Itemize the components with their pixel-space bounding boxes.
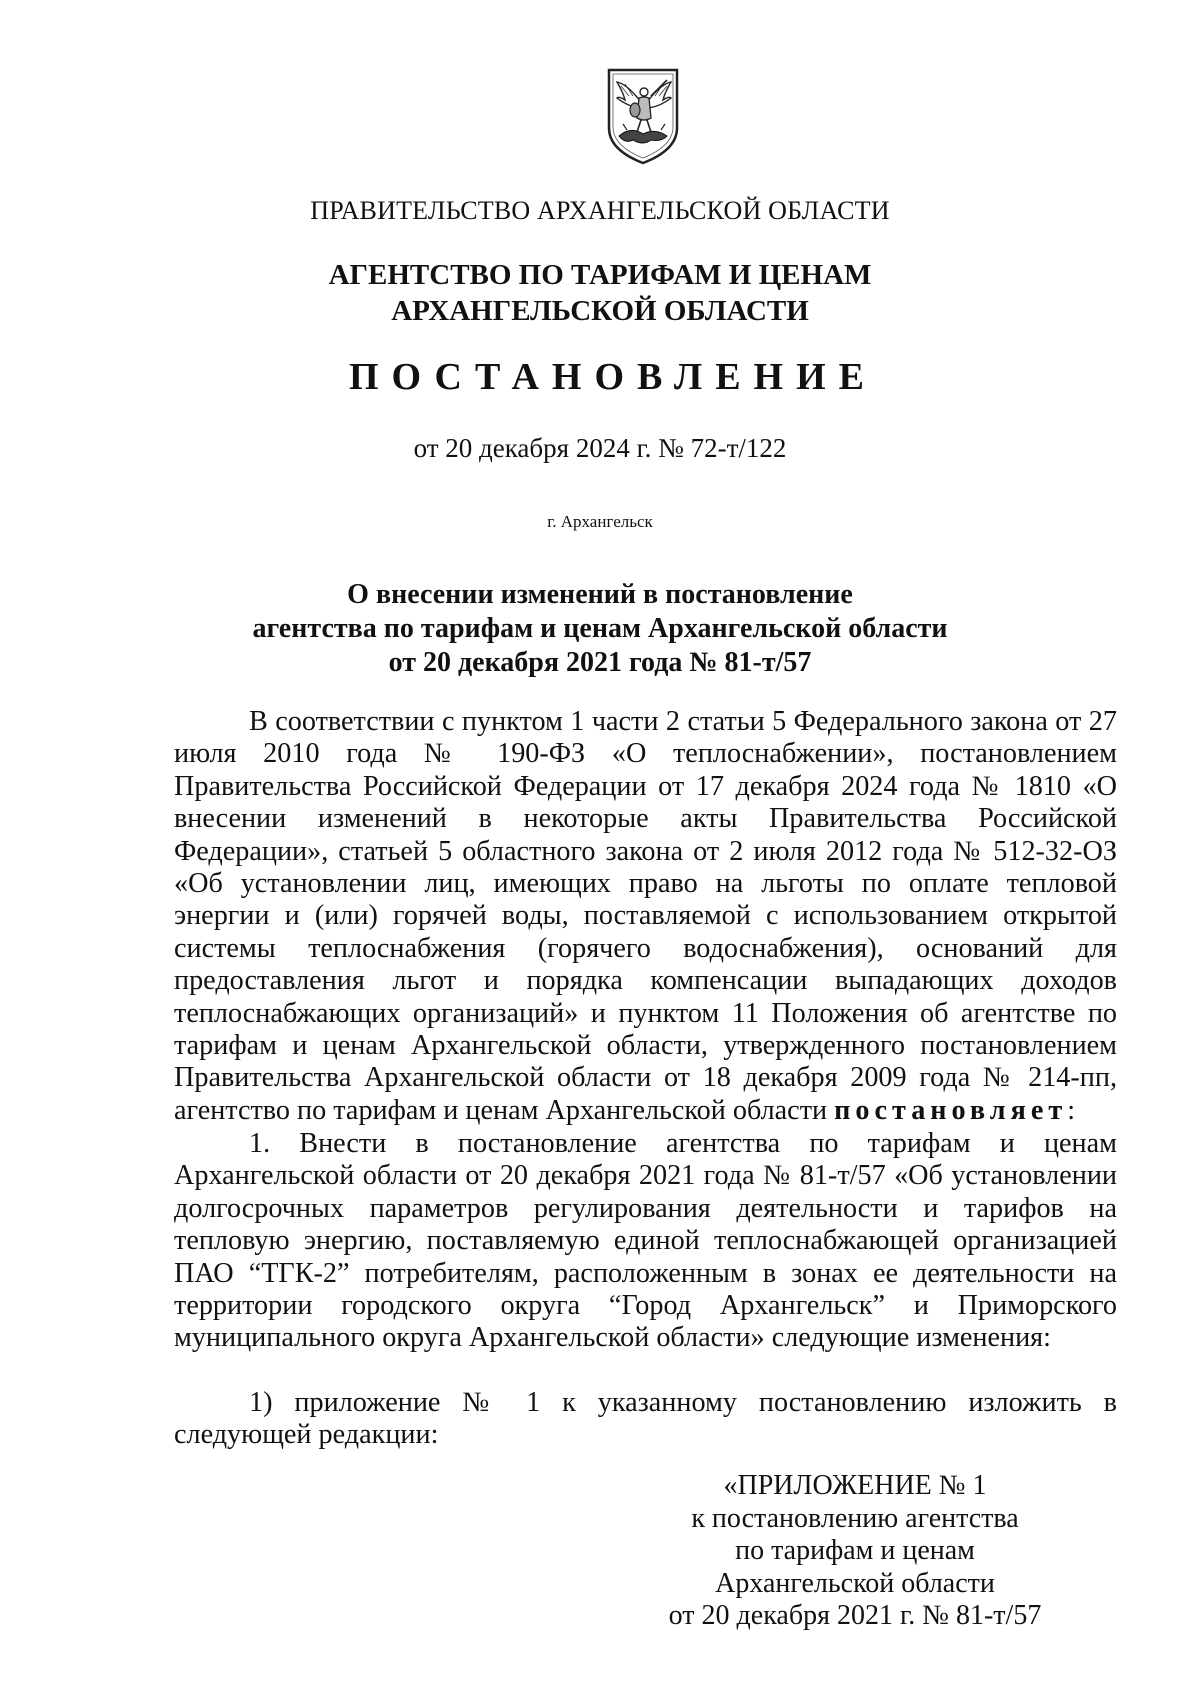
appendix-line2: к постановлению агентства (691, 1502, 1019, 1534)
preamble-text: В соответствии с пунктом 1 части 2 статьи 5 Федерального закона от 27 июля 2010 года № 190-ФЗ «О теплоснабжении», постановлением Правительства Российской Федерации от 17 декабря 2024 года № 1810 «О внесении изменений в некоторые акты Правительства Российской Федерации», статьей 5 областного закона от 2 июля 2012 года № 512-32-ОЗ «Об установлении лиц, имеющих право на льготы по оплате тепловой энергии и (или) горячей воды, поставляемой с использованием открытой системы теплоснабжения (горячего водоснабжения), оснований для предоставления льгот и порядка компенсации выпадающих доходов теплоснабжающих организаций» и пунктом 11 Положения об агентстве по тарифам и ценам Архангельской области, утвержденного постановлением Правительства Архангельской области от 18 декабря 2009 года № 214-пп, агентство по тарифам и ценам Архангельской области (174, 706, 1117, 1126)
clause-1-text: 1. Внести в постановление агентства по тарифам и ценам Архангельской области от 20 декабря 2021 года № 81-т/57 «Об установлении долгосрочных параметров регулирования деятельности и тарифов на тепловую энергию, поставляемую единой теплоснабжающей организацией ПАО “ТГК-2” потребителям, расположенным в зонах ее деятельности на территории городского округа “Город Архангельск” и Приморского муниципального округа Архангельской области» следующие изменения: (174, 1128, 1117, 1354)
appendix-line4: Архангельской области (715, 1567, 995, 1599)
clause-1-paragraph (174, 1128, 1117, 1355)
title-line2: агентства по тарифам и ценам Архангельской области (252, 613, 948, 644)
document-date-number: от 20 декабря 2024 г. № 72-т/122 (413, 433, 787, 463)
agency-name-line2: АРХАНГЕЛЬСКОЙ ОБЛАСТИ (391, 295, 809, 327)
title-line3: от 20 декабря 2021 года № 81-т/57 (388, 647, 812, 678)
preamble-paragraph (174, 706, 1117, 1127)
title-line1: О внесении изменений в постановление (347, 579, 853, 610)
resolves-word: постановляет (834, 1094, 1068, 1126)
agency-name-line1: АГЕНТСТВО ПО ТАРИФАМ И ЦЕНАМ (328, 259, 872, 291)
subclause-1-text: 1) приложение № 1 к указанному постановлению изложить в следующей редакции: (174, 1387, 1117, 1451)
document-title (0, 578, 1200, 680)
document-type: ПОСТАНОВЛЕНИЕ (348, 356, 878, 398)
subclause-1-paragraph (174, 1387, 1117, 1452)
preamble-colon: : (1067, 1094, 1076, 1126)
coat-of-arms-icon (605, 66, 681, 166)
appendix-heading (650, 1470, 1060, 1633)
agency-name (0, 257, 1200, 329)
appendix-line5: от 20 декабря 2021 г. № 81-т/57 (668, 1600, 1042, 1631)
document-city: г. Архангельск (547, 512, 653, 531)
government-name: ПРАВИТЕЛЬСТВО АРХАНГЕЛЬСКОЙ ОБЛАСТИ (310, 196, 890, 225)
appendix-line3: по тарифам и ценам (735, 1535, 975, 1566)
appendix-line1: «ПРИЛОЖЕНИЕ № 1 (723, 1470, 987, 1501)
